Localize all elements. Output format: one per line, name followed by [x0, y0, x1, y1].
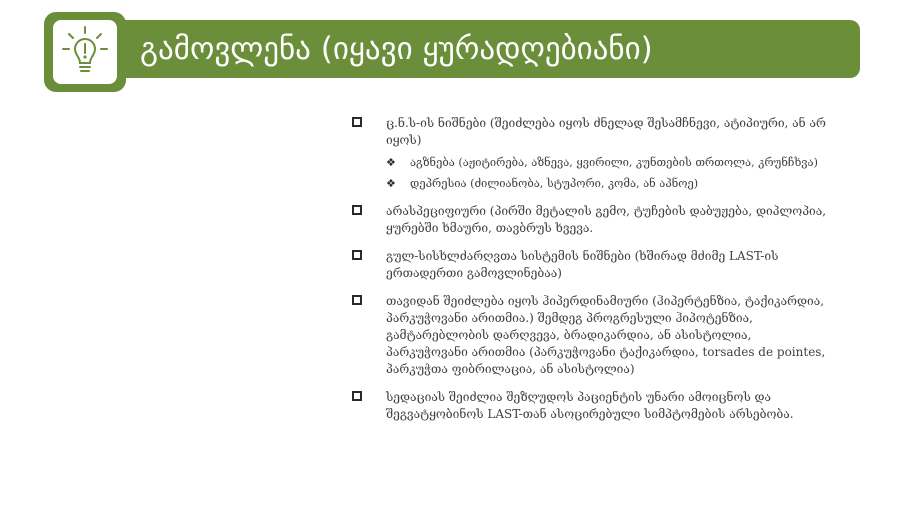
list-item [352, 115, 832, 192]
sub-list-item-text: აგზნება (აჟიტირება, აზნევა, ყვირილი, კუნთების თრთოლა, კრუნჩხვა) [410, 156, 818, 169]
sub-list [386, 154, 832, 192]
square-bullet-icon [352, 205, 362, 215]
square-bullet-icon [352, 117, 362, 127]
list-item [352, 389, 832, 423]
list-item-text: ც.ნ.ს-ის ნიშნები (შეიძლება იყოს ძნელად შესამჩნევი, ატიპიური, ან არ იყოს) [386, 116, 826, 147]
sub-list-item-text: დეპრესია (ძილიანობა, სტუპორი, კომა, ან აპნოე) [410, 177, 699, 190]
icon-frame [44, 12, 126, 92]
list-item-text: გულ-სისხლძარღვთა სისტემის ნიშნები (ხშირად მძიმე LAST-ის ერთადერთი გამოვლინებაა) [386, 249, 779, 280]
page-title: გამოვლენა (იყავი ყურადღებიანი) [140, 31, 653, 67]
list-item-text: სედაციას შეიძლია შეზღუდოს პაციენტის უნარი ამოიცნოს და შეგვატყობინოს LAST-თან ასოცირებული სიმპტომების არსებობა. [386, 390, 794, 421]
diamond-bullet-icon: ❖ [386, 177, 396, 190]
square-bullet-icon [352, 295, 362, 305]
square-bullet-icon [352, 391, 362, 401]
list-item [352, 293, 832, 378]
sub-list-item [386, 154, 832, 171]
lightbulb-exclamation-icon [53, 20, 117, 84]
list-item-text: არასპეციფიური (პირში მეტალის გემო, ტუჩების დაბუჟება, დიპლოპია, ყურებში ხმაური, თავბრუს ხვევა. [386, 204, 827, 235]
diamond-bullet-icon: ❖ [386, 156, 396, 169]
list-item-text: თავიდან შეიძლება იყოს ჰიპერდინამიური (ჰიპერტენზია, ტაქიკარდია, პარკუჭოვანი არითმია.) შემდეგ პროგრესული ჰიპოტენზია, გამტარებლობის დარღვევა, ბრადიკარდია, ან ასისტოლია, პარკუჭოვანი არითმია (პარკუჭოვანი ტაქიკარდია, torsades de pointes, პარკუჭთა ფიბრილაცია, ან ასისტოლია) [386, 294, 826, 376]
list-item [352, 248, 832, 282]
square-bullet-icon [352, 250, 362, 260]
list-item [352, 203, 832, 237]
sub-list-item [386, 175, 832, 192]
bullet-list [352, 115, 832, 434]
